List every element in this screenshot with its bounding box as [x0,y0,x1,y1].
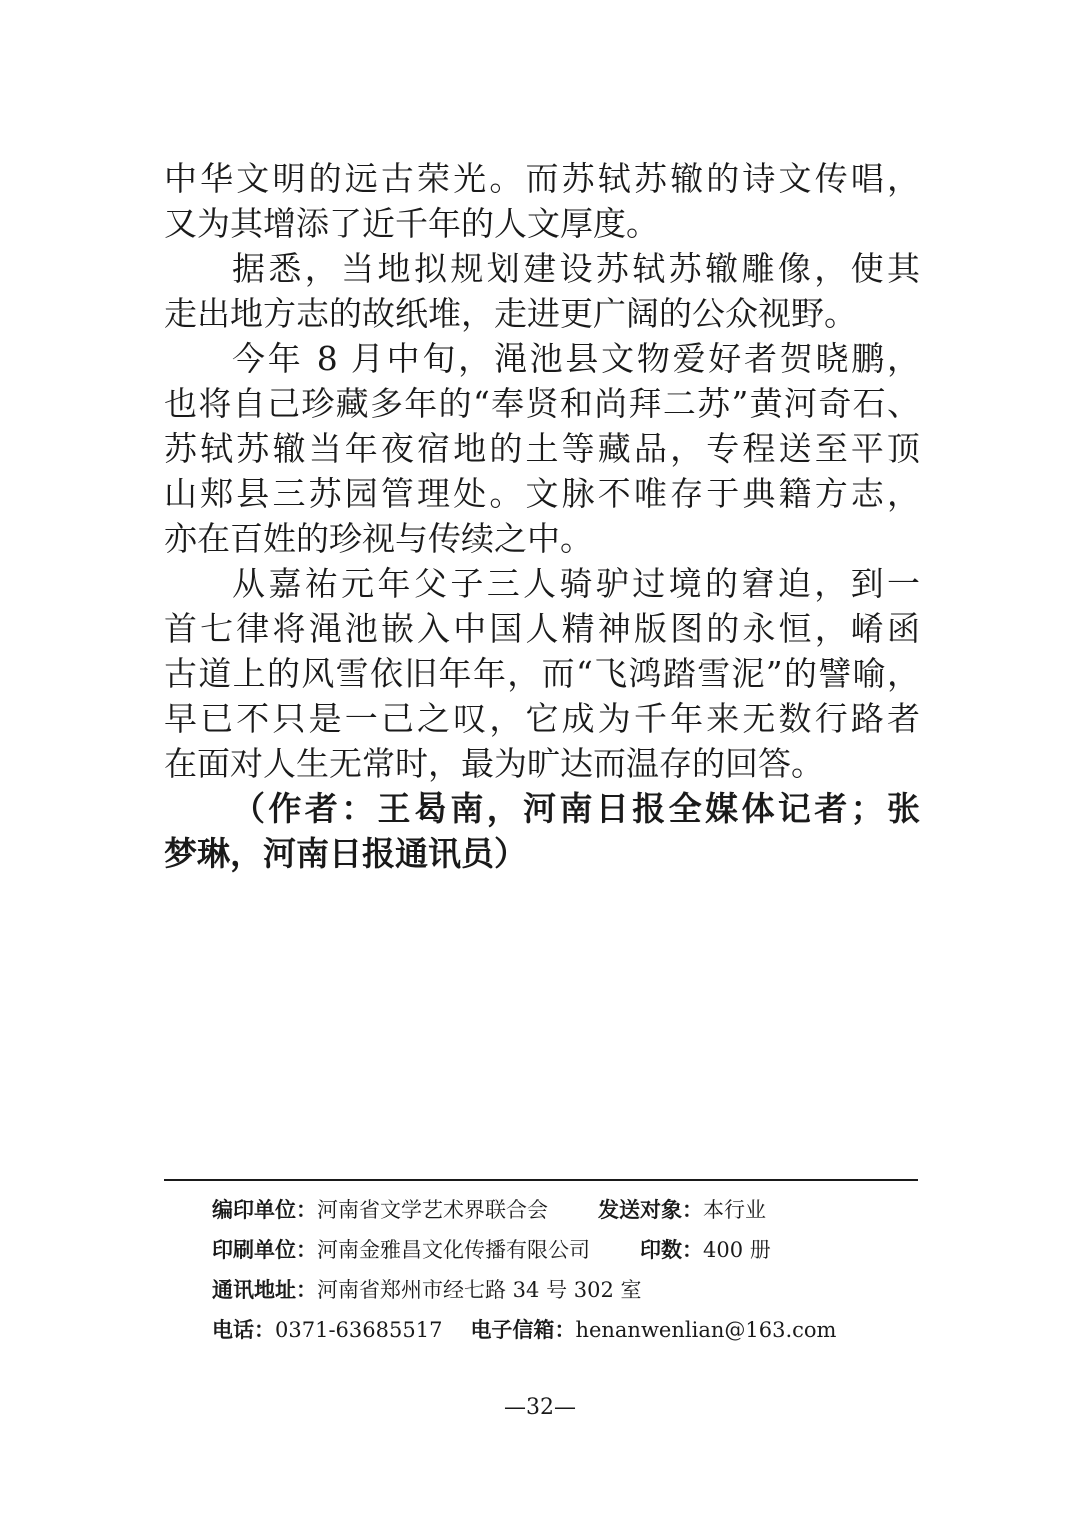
paragraph-line: 梦琳，河南日报通讯员） [164,834,527,873]
separator: ： [554,1318,576,1342]
phone-label: 电话 [212,1318,254,1342]
address-value: 河南省郑州市经七路 34 号 302 室 [317,1278,642,1302]
footer-divider [164,1179,918,1181]
copies-value: 400 册 [703,1238,771,1262]
separator: ： [296,1238,317,1262]
separator: ： [296,1278,317,1302]
page-number: —32— [504,1395,576,1420]
paragraph-line: （作者：王曷南，河南日报全媒体记者；张 [232,789,920,828]
paragraph-line: 古道上的风雪依旧年年，而“飞鸿踏雪泥”的譬喻， [164,654,920,693]
paragraph-line: 今年 8 月中旬，渑池县文物爱好者贺晓鹏， [232,339,920,378]
paragraph-line: 据悉，当地拟规划建设苏轼苏辙雕像，使其 [232,249,920,288]
paragraph-line: 在面对人生无常时，最为旷达而温存的回答。 [164,744,824,783]
author-credit [164,786,920,876]
printer-label: 印刷单位 [212,1238,296,1262]
paragraph-line: 首七律将渑池嵌入中国人精神版图的永恒，崤函 [164,609,920,648]
paragraph-line: 亦在百姓的珍视与传续之中。 [164,519,593,558]
info-row [212,1190,912,1230]
paragraph-line: 走出地方志的故纸堆，走进更广阔的公众视野。 [164,294,857,333]
email-label: 电子信箱 [470,1318,555,1342]
paragraph [164,336,920,561]
printer-value: 河南金雅昌文化传播有限公司 [317,1238,590,1262]
paragraph-line: 从嘉祐元年父子三人骑驴过境的窘迫，到一 [232,564,920,603]
paragraph-line: 又为其增添了近千年的人文厚度。 [164,204,659,243]
paragraph [164,156,920,246]
paragraph [164,561,920,786]
compiler-value: 河南省文学艺术界联合会 [317,1198,548,1222]
copies-label: 印数 [640,1238,682,1262]
paragraph-line: 山郏县三苏园管理处。文脉不唯存于典籍方志， [164,474,920,513]
paragraph-line: 也将自己珍藏多年的“奉贤和尚拜二苏”黄河奇石、 [164,384,920,423]
info-row [212,1230,912,1270]
article-body [164,156,920,876]
paragraph-line: 早已不只是一己之叹，它成为千年来无数行路者 [164,699,920,738]
info-row [212,1310,912,1350]
recipient-label: 发送对象 [598,1198,682,1222]
separator: ： [254,1318,275,1342]
compiler-label: 编印单位 [212,1198,296,1222]
paragraph-line: 中华文明的远古荣光。而苏轼苏辙的诗文传唱， [164,159,920,198]
address-label: 通讯地址 [212,1278,296,1302]
separator: ： [682,1198,703,1222]
separator: ： [296,1198,317,1222]
paragraph-line: 苏轼苏辙当年夜宿地的土等藏品，专程送至平顶 [164,429,920,468]
paragraph [164,246,920,336]
email-value: henanwenlian@163.com [575,1318,837,1342]
recipient-value: 本行业 [703,1198,766,1222]
info-row [212,1270,912,1310]
separator: ： [682,1238,703,1262]
phone-value: 0371-63685517 [275,1318,443,1342]
publication-info [212,1190,912,1350]
